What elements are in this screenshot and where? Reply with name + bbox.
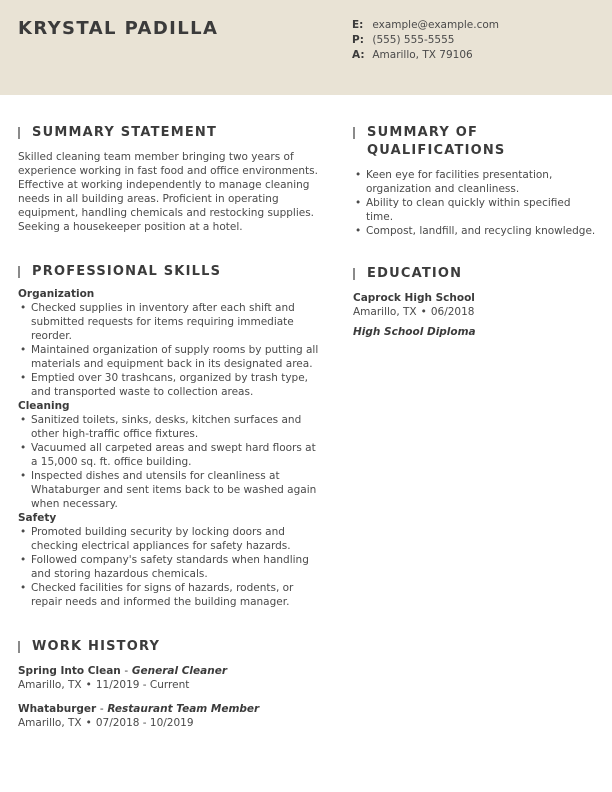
- skill-group-safety: [18, 511, 322, 609]
- school-location: Amarillo, TX: [353, 306, 417, 318]
- list-item: • Checked facilities for signs of hazards, rodents, or repair needs and informed the building manager.: [18, 581, 322, 609]
- section-title-text: QUALIFICATIONS: [367, 143, 506, 158]
- section-title-text: SUMMARY OF: [367, 125, 479, 140]
- section-divider-bar: [353, 127, 355, 139]
- summary-text: Skilled cleaning team member bringing two years of experience working in fast food and office environments. Effective at working independently to manage cleaning needs in all building areas. Proficient in operating equipment, handling chemicals and restocking supplies. Seeking a housekeeper position at a hotel.: [18, 151, 318, 233]
- list-item: • Keen eye for facilities presentation, organization and cleanliness.: [353, 168, 598, 196]
- contact-email-row: [352, 18, 499, 33]
- list-item: • Checked supplies in inventory after each shift and submitted requests for items requiring immediate reorder.: [18, 301, 322, 343]
- left-column: [18, 124, 322, 730]
- school-name: Caprock High School: [353, 292, 475, 304]
- school-meta: [353, 305, 598, 319]
- section-title-text: WORK HISTORY: [32, 639, 161, 654]
- meta-separator-dot: •: [85, 679, 92, 691]
- job-title-line: [18, 664, 322, 678]
- section-title-summary: [18, 124, 322, 142]
- list-item: • Promoted building security by locking doors and checking electrical appliances for safety hazards.: [18, 525, 322, 553]
- phone-value: (555) 555-5555: [372, 34, 455, 46]
- list-item: • Sanitized toilets, sinks, desks, kitchen surfaces and other high-traffic office fixtures.: [18, 413, 322, 441]
- job-role: General Cleaner: [131, 665, 228, 677]
- job-company: Whataburger: [18, 703, 97, 715]
- education-section: [353, 265, 598, 339]
- job-meta: [18, 678, 322, 692]
- section-divider-bar: [18, 266, 20, 278]
- list-item: • Emptied over 30 trashcans, organized by trash type, and transported waste to collection areas.: [18, 371, 322, 399]
- job-separator: -: [124, 665, 129, 677]
- phone-label: P:: [352, 34, 364, 46]
- job-role: Restaurant Team Member: [107, 703, 260, 715]
- skill-group-organization: [18, 287, 322, 399]
- list-item: • Ability to clean quickly within specified time.: [353, 196, 598, 224]
- header-band: [0, 0, 612, 95]
- list-item: • Maintained organization of supply rooms by putting all materials and equipment back in its designated area.: [18, 343, 322, 371]
- email-value: example@example.com: [372, 19, 499, 31]
- meta-separator-dot: •: [85, 717, 92, 729]
- job-location: Amarillo, TX: [18, 679, 82, 691]
- list-item: • Inspected dishes and utensils for cleanliness at Whataburger and sent items back to be washed again when necessary.: [18, 469, 322, 511]
- section-title-qualifications: [353, 124, 598, 160]
- job-location: Amarillo, TX: [18, 717, 82, 729]
- address-value: Amarillo, TX 79106: [372, 49, 473, 61]
- job-separator: -: [99, 703, 104, 715]
- summary-section: [18, 124, 322, 234]
- skill-group-cleaning: [18, 399, 322, 511]
- qualifications-section: [353, 124, 598, 238]
- candidate-name: KRYSTAL PADILLA: [18, 18, 219, 39]
- section-divider-bar: [18, 127, 20, 139]
- meta-separator-dot: •: [420, 306, 427, 318]
- skills-section: [18, 263, 322, 609]
- contact-address-row: [352, 48, 499, 63]
- job-entry: [18, 702, 322, 730]
- list-item: • Vacuumed all carpeted areas and swept hard floors at a 15,000 sq. ft. office building.: [18, 441, 322, 469]
- section-divider-bar: [18, 641, 20, 653]
- skill-group-name: Organization: [18, 288, 95, 300]
- section-title-education: [353, 265, 598, 283]
- list-item: • Compost, landfill, and recycling knowledge.: [353, 224, 598, 238]
- job-meta: [18, 716, 322, 730]
- contact-phone-row: [352, 33, 499, 48]
- job-dates: 11/2019 - Current: [95, 679, 190, 691]
- section-divider-bar: [353, 268, 355, 280]
- skill-group-name: Safety: [18, 512, 57, 524]
- section-title-text: PROFESSIONAL SKILLS: [32, 264, 222, 279]
- work-history-section: [18, 638, 322, 730]
- section-title-text: EDUCATION: [367, 266, 463, 281]
- right-column: [353, 124, 598, 339]
- list-item: • Followed company's safety standards when handling and storing hazardous chemicals.: [18, 553, 322, 581]
- degree: High School Diploma: [353, 326, 476, 338]
- section-title-text: SUMMARY STATEMENT: [32, 125, 218, 140]
- contact-block: [352, 18, 499, 63]
- address-label: A:: [352, 49, 365, 61]
- job-dates: 07/2018 - 10/2019: [95, 717, 194, 729]
- section-title-skills: [18, 263, 322, 281]
- skill-group-name: Cleaning: [18, 400, 70, 412]
- email-label: E:: [352, 19, 364, 31]
- job-company: Spring Into Clean: [18, 665, 121, 677]
- school-date: 06/2018: [430, 306, 475, 318]
- job-entry: [18, 664, 322, 692]
- section-title-work: [18, 638, 322, 656]
- job-title-line: [18, 702, 322, 716]
